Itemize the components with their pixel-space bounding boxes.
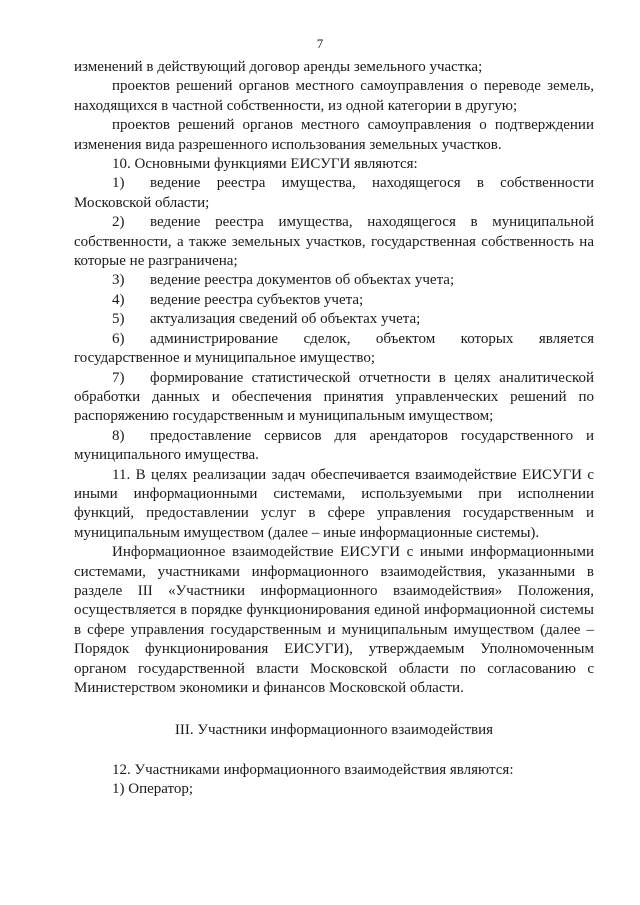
list-item: 3) ведение реестра документов об объектах учета; bbox=[112, 272, 455, 289]
paragraph: проектов решений органов местного самоуправления о переводе земель, находящихся в частной собственности, из одной категории в другую; bbox=[74, 78, 594, 114]
section-intro: 10. Основными функциями ЕИСУГИ являются: bbox=[112, 156, 418, 173]
list-item: 2) ведение реестра имущества, находящегося в муниципальной собственности, а также земельных участков, государственная собственность на которые не разграничена; bbox=[74, 214, 594, 270]
paragraph: проектов решений органов местного самоуправления о подтверждении изменения вида разрешенного использования земельных участков. bbox=[74, 117, 594, 153]
list-item: 1) ведение реестра имущества, находящегося в собственности Московской области; bbox=[74, 175, 594, 211]
paragraph: изменений в действующий договор аренды земельного участка; bbox=[74, 59, 483, 75]
list-item: 7) формирование статистической отчетности в целях аналитической обработки данных и обеспечения принятия управленческих решений по распоряжению государственным и муниципальным имуществом; bbox=[74, 369, 594, 425]
list-item: 6) администрирование сделок, объектом которых является государственное и муниципальное имущество; bbox=[74, 330, 594, 367]
document-body bbox=[74, 58, 594, 800]
list-item: 4) ведение реестра субъектов учета; bbox=[112, 291, 364, 308]
page-number: 7 bbox=[316, 36, 324, 51]
paragraph: Информационное взаимодействие ЕИСУГИ с иными информационными системами, участниками информационного взаимодействия, указанными в разделе III «Участники информационного взаимодействия» Положения, осуществляется в порядке функционирования единой информационной системы в сфере управления государственным и муниципальным имуществом (далее – Порядок функционирования ЕИСУГИ), утверждаемым Уполномоченным органом государственной власти Московской области по согласованию с Министерством экономики и финансов Московской области. bbox=[74, 544, 594, 696]
paragraph: 11. В целях реализации задач обеспечивается взаимодействие ЕИСУГИ с иными информационными системами, используемыми при исполнении функций, предоставлении услуг в сфере управления государственным и муниципальным имуществом (далее – иные информационные системы). bbox=[74, 466, 594, 541]
list-item: 1) Оператор; bbox=[112, 781, 194, 798]
list-item: 8) предоставление сервисов для арендаторов государственного и муниципального имущества. bbox=[74, 427, 594, 464]
section-heading: III. Участники информационного взаимодействия bbox=[174, 722, 494, 739]
paragraph: 12. Участниками информационного взаимодействия являются: bbox=[112, 761, 514, 778]
list-item: 5) актуализация сведений об объектах учета; bbox=[112, 311, 421, 328]
